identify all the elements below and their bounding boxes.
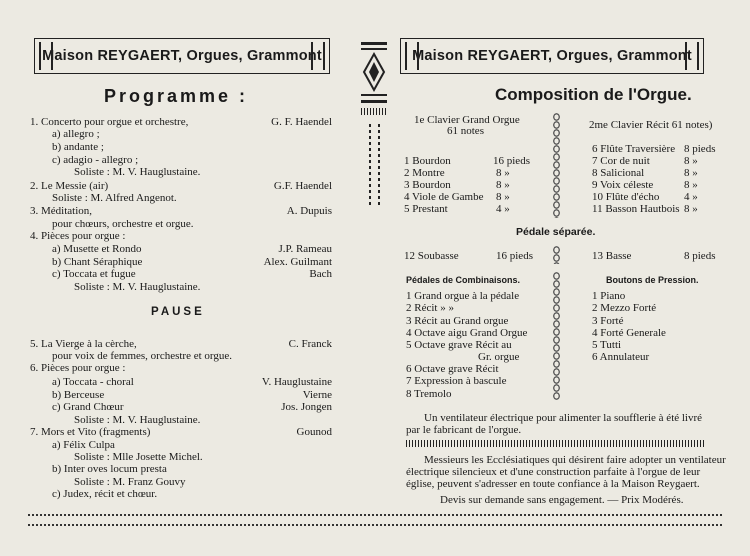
prog-line: b) Chant Séraphique — [52, 256, 143, 268]
prog-line: Soliste : M. Alfred Angenot. — [52, 192, 177, 204]
stop-size: 8 pieds — [684, 143, 716, 155]
note-line: électrique silencieux et d'une construction parfaite à l'orgue de leur — [406, 466, 701, 478]
prog-composer: G. F. Haendel — [271, 116, 332, 128]
press-item: 1 Piano — [592, 290, 626, 302]
stop-size: 8 » — [684, 167, 698, 179]
programme-page — [0, 0, 362, 556]
header-left — [34, 38, 330, 74]
prog-line: Soliste : M. V. Hauglustaine. — [74, 281, 201, 293]
comb-item: Gr. orgue — [478, 351, 520, 363]
prog-line: b) Berceuse — [52, 389, 105, 401]
pedal-stop-name: 13 Basse — [592, 250, 632, 262]
clavier-2: 2me Clavier Récit 61 notes) — [589, 119, 713, 131]
pedale-title: Pédale séparée. — [516, 226, 596, 238]
pression-title: Boutons de Pression. — [606, 275, 699, 285]
pedal-stop-name: 12 Soubasse — [404, 250, 459, 262]
stop-name: 3 Bourdon — [404, 179, 451, 191]
prog-composer: Jos. Jongen — [281, 401, 332, 413]
stop-size: 8 » — [496, 167, 510, 179]
prog-line: 5. La Vierge à la cèrche, — [30, 338, 137, 350]
prog-line: c) adagio - allegro ; — [52, 154, 139, 166]
prog-composer: G.F. Haendel — [273, 180, 332, 192]
stop-size: 8 » — [496, 179, 510, 191]
prog-line: pour chœurs, orchestre et orgue. — [52, 218, 194, 230]
prog-composer: J.P. Rameau — [278, 243, 332, 255]
prog-line: 2. Le Messie (air) — [30, 180, 109, 192]
comb-item: 1 Grand orgue à la pédale — [406, 290, 520, 302]
chain-divider — [552, 113, 561, 218]
stop-size: 8 » — [496, 191, 510, 203]
header-title: Maison REYGAERT, Orgues, Grammont — [42, 48, 322, 64]
prog-line: 6. Pièces pour orgue : — [30, 362, 126, 374]
composition-title: Composition de l'Orgue. — [495, 85, 692, 104]
chain-divider — [552, 272, 561, 400]
prog-composer: A. Dupuis — [286, 205, 332, 217]
stop-name: 2 Montre — [404, 167, 445, 179]
prog-line: Soliste : M. V. Hauglustaine. — [74, 414, 201, 426]
stop-name: 7 Cor de nuit — [592, 155, 650, 167]
clavier-1-notes: 61 notes — [447, 125, 484, 137]
stop-name: 5 Prestant — [404, 203, 448, 215]
prog-line: c) Toccata et fugue — [52, 268, 136, 280]
stop-size: 8 » — [684, 203, 698, 215]
comb-item: 8 Tremolo — [406, 388, 452, 400]
stop-name: 9 Voix céleste — [592, 179, 654, 191]
prog-line: a) Musette et Rondo — [52, 243, 142, 255]
prog-line: b) andante ; — [52, 141, 104, 153]
prog-line: a) allegro ; — [52, 128, 100, 140]
prog-composer: V. Hauglustaine — [261, 376, 332, 388]
stop-name: 4 Viole de Gambe — [404, 191, 484, 203]
center-dots-right — [378, 124, 380, 208]
comb-item: 4 Octave aigu Grand Orgue — [406, 327, 528, 339]
prog-line: c) Grand Chœur — [52, 401, 124, 413]
stop-name: 11 Basson Hautbois — [592, 203, 680, 215]
press-item: 4 Forté Generale — [592, 327, 666, 339]
prog-line: 1. Concerto pour orgue et orchestre, — [30, 116, 189, 128]
pedal-stop-size: 16 pieds — [496, 250, 533, 262]
prog-composer: Gounod — [296, 426, 332, 438]
separator-hatch — [406, 440, 706, 447]
stop-size: 8 » — [684, 155, 698, 167]
prog-line: pour voix de femmes, orchestre et orgue. — [52, 350, 233, 362]
prog-composer: Alex. Guilmant — [263, 256, 332, 268]
prog-line: 3. Méditation, — [30, 205, 93, 217]
prog-line: Soliste : M. Franz Gouvy — [74, 476, 186, 488]
prog-line: b) Inter oves locum presta — [52, 463, 167, 475]
prog-line: Soliste : Mlle Josette Michel. — [74, 451, 203, 463]
pause-heading: PAUSE — [151, 306, 205, 318]
prog-composer: Vierne — [302, 389, 332, 401]
prog-line: Soliste : M. V. Hauglustaine. — [74, 166, 201, 178]
prog-composer: Bach — [309, 268, 332, 280]
prog-line: 4. Pièces pour orgue : — [30, 230, 126, 242]
comb-item: 6 Octave grave Récit — [406, 363, 499, 375]
bottom-border — [28, 514, 722, 526]
center-hatch — [361, 108, 387, 115]
header-title: Maison REYGAERT, Orgues, Grammont — [412, 48, 692, 64]
stop-size: 8 » — [684, 179, 698, 191]
press-item: 6 Annulateur — [592, 351, 650, 363]
comb-item: 2 Récit » » — [406, 302, 454, 314]
note-line: église, peuvent s'adresser en toute confiance à la Maison Reygaert. — [406, 478, 700, 490]
programme-title: Programme : — [104, 86, 249, 106]
comb-item: 3 Récit au Grand orgue — [406, 315, 509, 327]
prog-line: a) Félix Culpa — [52, 439, 115, 451]
center-dots-left — [369, 124, 371, 208]
header-right — [400, 38, 704, 74]
stop-size: 16 pieds — [493, 155, 530, 167]
chain-divider — [552, 246, 561, 264]
prog-line: a) Toccata - choral — [52, 376, 134, 388]
stop-name: 8 Salicional — [592, 167, 645, 179]
composition-page — [388, 0, 750, 556]
prog-line: 7. Mors et Vito (fragments) — [30, 426, 151, 438]
stop-name: 10 Flûte d'écho — [592, 191, 660, 203]
press-item: 2 Mezzo Forté — [592, 302, 657, 314]
ventilateur-line: par le fabricant de l'orgue. — [406, 424, 522, 436]
clavier-1: 1e Clavier Grand Orgue — [414, 114, 520, 126]
devis-line: Devis sur demande sans engagement. — Prix Modérés. — [440, 494, 684, 506]
press-item: 3 Forté — [592, 315, 624, 327]
ventilateur-line: Un ventilateur électrique pour alimenter la soufflerie à été livré — [424, 412, 703, 424]
pedal-stop-size: 8 pieds — [684, 250, 716, 262]
prog-line: c) Judex, récit et chœur. — [52, 488, 158, 500]
note-line: Messieurs les Ecclésiatiques qui désirent faire adopter un ventilateur — [424, 454, 726, 466]
press-item: 5 Tutti — [592, 339, 622, 351]
stop-size: 4 » — [496, 203, 510, 215]
combinaisons-title: Pédales de Combinaisons. — [406, 275, 521, 285]
stop-name: 6 Flûte Traversière — [592, 143, 676, 155]
comb-item: 5 Octave grave Récit au — [406, 339, 512, 351]
stop-size: 4 » — [684, 191, 698, 203]
stop-name: 1 Bourdon — [404, 155, 451, 167]
prog-composer: C. Franck — [288, 338, 332, 350]
comb-item: 7 Expression à bascule — [406, 375, 507, 387]
